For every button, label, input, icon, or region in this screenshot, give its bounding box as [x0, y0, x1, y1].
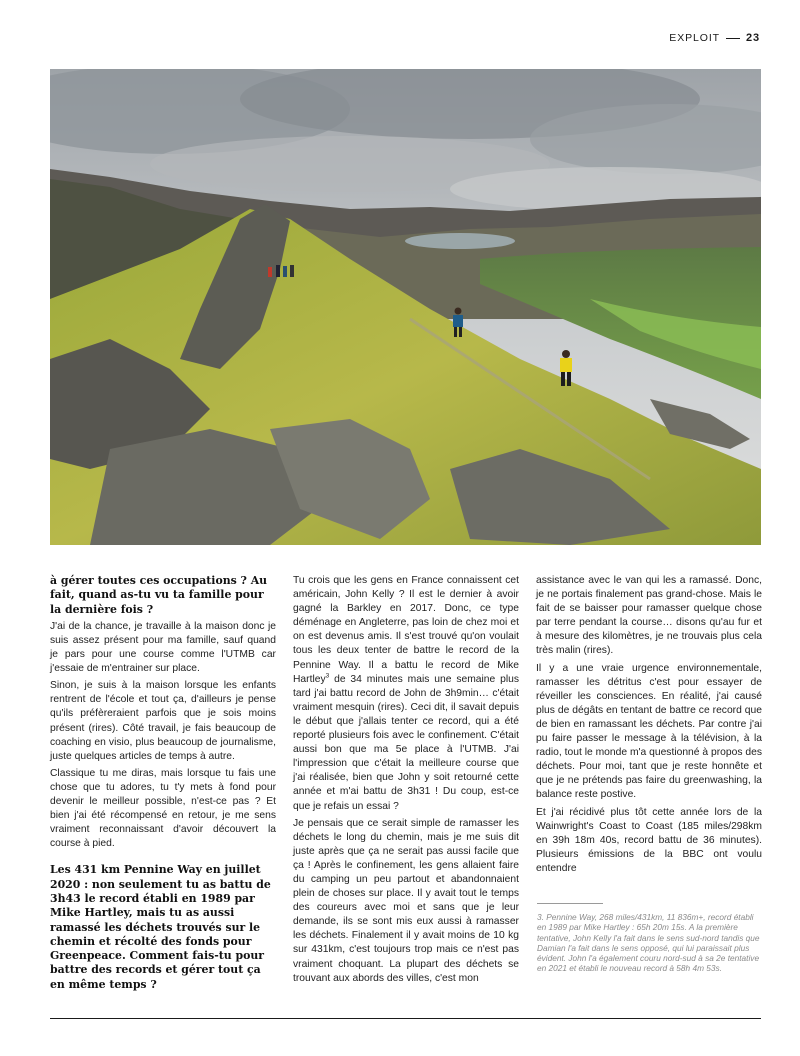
answer-paragraph: J'ai de la chance, je travaille à la maison donc je suis assez présent pour ma famille, sauf quand je pars pour une course comme l'UTMB car j'essaie de m'entrainer sur place.	[50, 620, 276, 675]
page-number: 23	[745, 32, 760, 44]
text-column-1	[50, 574, 276, 995]
section-label: EXPLOIT	[669, 32, 720, 44]
answer-text: de 34 minutes mais une semaine plus tard j'ai battu record de John de 3h9min… c'était vraiment mesquin (rires). Ceci dit, il savait depuis le début que j'allais tenter ce record, qui a été reporté plusieurs fois avec le confinement. C'était aussi bon que ma 5e place à l'UTMB. J'ai l'impression que c'était la meilleure course que j'ai réalisée, bien que John y soit retourné cette année et m'ai battu de 3h31 ! Du coup, est-ce que je refais un essai ?	[293, 673, 519, 812]
answer-paragraph: assistance avec le van qui les a ramassé. Donc, je ne portais finalement pas grand-chose. Mais le fait de se baisser pour ramasser quelque chose par terre pendant la course… disons qu'au fur et à mesure des kilomètres, je ne trouvais plus cela très malin (rires).	[536, 575, 762, 657]
mountain-landscape-photo	[50, 69, 761, 545]
answer-paragraph	[293, 574, 519, 814]
answer-paragraph: Classique tu me diras, mais lorsque tu fais une chose que tu adores, tu t'y mets à fond pour devenir le meilleur possible, n'est-ce pas ? Et bien j'ai été récompensé en retour, je me sens vraiment reconnaissant d'avoir découvert la course à pied.	[50, 767, 276, 850]
answer-paragraph: Il y a une vraie urgence environnementale, ramasser les détritus c'est pour essayer de réveiller les consciences. En réalité, j'ai causé plus de dégâts en tentant de battre ce record que de bien en ramassant les déchets. Par contre j'ai pu faire passer le message à la télévision, à la radio, tout le monde m'a questionné à propos des déchets. Pour moi, tant que je reste honnête et que je ne prétends pas faire du greenwashing, la balance reste postive.	[536, 662, 762, 801]
header-dash	[726, 38, 740, 39]
page-bottom-rule	[50, 1018, 761, 1019]
text-column-3	[536, 574, 762, 879]
answer-paragraph: Et j'ai récidivé plus tôt cette année lors de la Wainwright's Coast to Coast (185 miles/298km en 39h 18m 40s, record battu de 36 minutes). Plusieurs émissions de la BBC ont voulu entendre	[536, 806, 762, 874]
photo-illustration	[50, 69, 761, 545]
footnote: 3. Pennine Way, 268 miles/431km, 11 836m+, record établi en 1989 par Mike Hartley : 65h 20m 15s. A la première tentative, John Kelly l'a fait dans le sens sud-nord tandis que Damian l'a fait dans le sens opposé, qui lui paraissait plus évident. John l'a également couru nord-sud à sa 2e tentative en 2021 et établi le nouveau record à 58h 4m 53s.	[537, 912, 760, 974]
answer-paragraph: Je pensais que ce serait simple de ramasser les déchets le long du chemin, mais je me suis dit juste après que ça ne serait pas aussi facile que ça ! Après le confinement, les gens allaient faire du camping un peu partout et abandonnaient plein de choses sur place. Il y avait tout le temps des coureurs avec moi et sans que je leur demande, ils se sont mis eux aussi à ramasser les déchets. Finalement il y avait moins de 10 kg sur 431km, c'est toujours trop mais ce n'est pas vraiment choquant. La plupart des déchets se trouvant aux abords des villes, c'est mon	[293, 817, 519, 984]
answer-text: Tu crois que les gens en France connaissent cet américain, John Kelly ? Il est le dernier à avoir gagné la Barkley en 2017. Donc, ce type déménage en Angleterre, pas loin de chez moi et on est devenus amis. Il s'est trouvé qu'on voulait tous les deux tenter de battre le record de la Pennine Way. Il a battu le record de Mike Hartley	[293, 575, 519, 685]
running-head	[669, 32, 760, 44]
interview-question: à gérer toutes ces occupations ? Au fait, quand as-tu vu ta famille pour la dernière fois ?	[50, 574, 268, 616]
footnote-divider	[537, 903, 603, 904]
text-column-2	[293, 574, 519, 989]
answer-paragraph: Sinon, je suis à la maison lorsque les enfants rentrent de l'école et tout ça, d'ailleurs je pense qu'ils préfèreraient parfois que je sois moins présent (rires). Côté travail, je fais beaucoup de coaching en visio, plus beaucoup de journalisme, juste quelques articles de temps à autre.	[50, 680, 276, 762]
footnote-ref: 3	[325, 672, 330, 680]
interview-question: Les 431 km Pennine Way en juillet 2020 : non seulement tu as battu de 3h43 le record établi en 1989 par Mike Hartley, mais tu as aussi ramassé les déchets trouvés sur le chemin et récolté des fonds pour Greenpeace. Comment fais-tu pour battre des records et gérer tout ça en même temps ?	[50, 863, 271, 991]
